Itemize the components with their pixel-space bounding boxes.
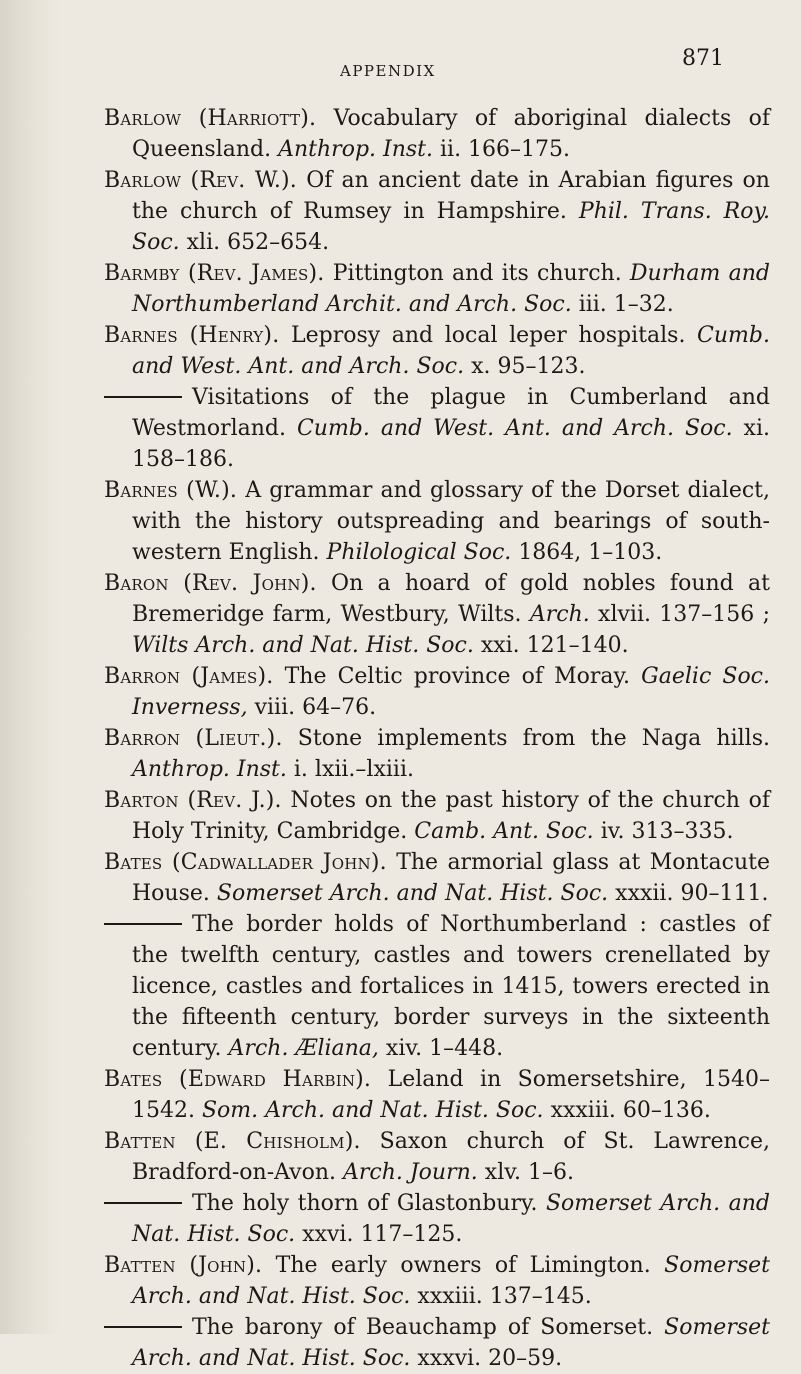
bibliography-entry — [104, 320, 770, 382]
entry-reference: xxvi. 117–125. — [302, 1222, 463, 1247]
bibliography-entry — [104, 785, 770, 847]
entry-reference: xlv. 1–6. — [484, 1160, 575, 1185]
entry-title: Leprosy and local leper hospitals. — [290, 323, 686, 348]
entry-journal: Somerset Arch. and Nat. Hist. Soc. — [216, 881, 609, 906]
entry-reference: i. lxii.–lxiii. — [293, 757, 414, 782]
entry-journal: Cumb. and West. Ant. and Arch. Soc. — [296, 416, 733, 441]
entry-journal: Camb. Ant. Soc. — [414, 819, 594, 844]
entry-title: Notes on the past history of the church of Holy Trinity, Cambridge. — [132, 788, 770, 844]
entry-journal: Anthrop. Inst. — [132, 757, 287, 782]
entry-reference: xxxiii. 60–136. — [550, 1098, 711, 1123]
bibliography-entry — [104, 1312, 770, 1374]
entry-reference: 1864, 1–103. — [518, 540, 663, 565]
entry-journal: Philological Soc. — [326, 540, 512, 565]
bibliography-entry — [104, 103, 770, 165]
entry-title: On a hoard of gold nobles found at Bremeridge farm, Westbury, Wilts. — [132, 571, 770, 627]
entry-reference: xlvii. 137–156 ; — [598, 602, 770, 627]
bibliography-entry — [104, 1064, 770, 1126]
bibliography-entry — [104, 1126, 770, 1188]
entry-author: Batten (John). — [104, 1253, 263, 1278]
entry-journal: Somerset Arch. and Nat. Hist. Soc. — [132, 1191, 770, 1247]
entry-journal: Arch. — [529, 602, 590, 627]
entry-author: Barnes (W.). — [104, 478, 238, 503]
entry-journal: Phil. Trans. Roy. Soc. — [132, 199, 770, 255]
entry-journal: Gaelic Soc. Inverness, — [132, 664, 771, 720]
entry-author: Barron (James). — [104, 664, 274, 689]
entry-journal: Somerset Arch. and Nat. Hist. Soc. — [132, 1315, 770, 1371]
entry-author: Bates (Edward Harbin). — [104, 1067, 372, 1092]
ditto-dash — [104, 1326, 182, 1328]
bibliography-entry — [104, 1188, 770, 1250]
entry-author: Barlow (Rev. W.). — [104, 168, 297, 193]
bibliography-entry — [104, 909, 770, 1064]
entry-reference: xxxiii. 137–145. — [417, 1284, 592, 1309]
entry-title: The barony of Beauchamp of Somerset. — [192, 1315, 654, 1340]
entry-reference: viii. 64–76. — [254, 695, 377, 720]
entry-reference: xli. 652–654. — [186, 230, 330, 255]
entry-title: Of an ancient date in Arabian figures on the church of Rumsey in Hampshire. — [132, 168, 770, 224]
entry-author: Batten (E. Chisholm). — [104, 1129, 361, 1154]
entry-title: The Celtic province of Moray. — [284, 664, 631, 689]
bibliography-entry — [104, 475, 770, 568]
entry-author: Barlow (Harriott). — [104, 106, 317, 131]
entry-reference: xxxvi. 20–59. — [417, 1346, 563, 1371]
entry-title: The holy thorn of Glastonbury. — [192, 1191, 538, 1216]
page-header — [0, 38, 801, 86]
entry-journal: Cumb. and West. Ant. and Arch. Soc. — [132, 323, 770, 379]
entry-journal: Som. Arch. and Nat. Hist. Soc. — [201, 1098, 544, 1123]
entry-title: A grammar and glossary of the Dorset dialect, with the history outspreading and bearings of south-western English. — [132, 478, 770, 565]
entry-journal-secondary: Wilts Arch. and Nat. Hist. Soc. — [132, 633, 474, 658]
page-number: 871 — [682, 46, 724, 71]
ditto-dash — [104, 396, 182, 398]
entry-reference: ii. 166–175. — [440, 137, 571, 162]
bibliography-entry — [104, 723, 770, 785]
entry-reference: iii. 1–32. — [578, 292, 674, 317]
entry-author: Baron (Rev. John). — [104, 571, 317, 596]
entry-journal: Arch. Journ. — [342, 1160, 478, 1185]
entry-journal: Arch. Æliana, — [228, 1036, 379, 1061]
entry-journal: Durham and Northumberland Archit. and Arch. Soc. — [132, 261, 770, 317]
entry-author: Barnes (Henry). — [104, 323, 280, 348]
entry-title: Pittington and its church. — [332, 261, 622, 286]
bibliography-entry — [104, 258, 770, 320]
entry-title: Stone implements from the Naga hills. — [297, 726, 770, 751]
bibliography-entry — [104, 1250, 770, 1312]
entry-title: Visitations of the plague in Cumberland and Westmorland. — [132, 385, 770, 441]
ditto-dash — [104, 1202, 182, 1204]
running-head: APPENDIX — [340, 62, 436, 80]
entry-title: Leland in Somersetshire, 1540–1542. — [132, 1067, 770, 1123]
bibliography-list — [104, 103, 770, 1374]
bibliography-entry — [104, 568, 770, 661]
entry-reference: x. 95–123. — [471, 354, 586, 379]
bibliography-entry — [104, 165, 770, 258]
entry-reference: xxxii. 90–111. — [615, 881, 769, 906]
entry-reference-secondary: xxi. 121–140. — [480, 633, 629, 658]
entry-journal: Somerset Arch. and Nat. Hist. Soc. — [132, 1253, 770, 1309]
bibliography-entry — [104, 847, 770, 909]
entry-title: Vocabulary of aboriginal dialects of Queensland. — [132, 106, 770, 162]
entry-title: Saxon church of St. Lawrence, Bradford-on-Avon. — [132, 1129, 770, 1185]
entry-reference: xiv. 1–448. — [385, 1036, 504, 1061]
entry-reference: xi. 158–186. — [132, 416, 770, 472]
bibliography-entry — [104, 661, 770, 723]
entry-reference: iv. 313–335. — [600, 819, 734, 844]
entry-author: Barton (Rev. J.). — [104, 788, 282, 813]
entry-journal: Anthrop. Inst. — [278, 137, 433, 162]
entry-author: Barron (Lieut.). — [104, 726, 283, 751]
entry-author: Bates (Cadwallader John). — [104, 850, 387, 875]
bibliography-entry — [104, 382, 770, 475]
ditto-dash — [104, 923, 182, 925]
entry-title: The armorial glass at Montacute House. — [132, 850, 770, 906]
entry-title: The border holds of Northumberland : castles of the twelfth century, castles and towers crenellated by licence, castles and fortalices in 1415, towers erected in the fifteenth century, border surveys in the sixteenth century. — [132, 912, 770, 1061]
entry-author: Barmby (Rev. James). — [104, 261, 325, 286]
page-edge-shadow — [0, 0, 60, 1334]
entry-title: The early owners of Limington. — [275, 1253, 651, 1278]
